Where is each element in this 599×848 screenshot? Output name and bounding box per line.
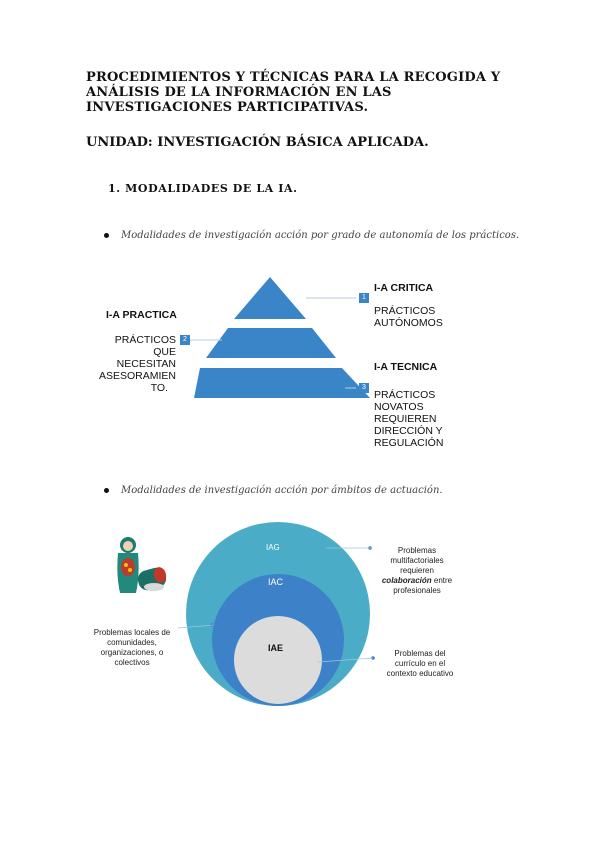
- note-line: Problemas: [397, 546, 437, 555]
- iac-note: [82, 628, 182, 668]
- practica-desc-line: NECESITAN: [116, 358, 176, 370]
- circle-iae: [234, 616, 322, 704]
- critica-desc-line: PRÁCTICOS: [374, 305, 436, 317]
- note-line: contexto educativo: [386, 669, 454, 678]
- critica-desc-line: AUTÓNOMOS: [374, 317, 443, 329]
- practica-title: I-A PRACTICA: [106, 309, 177, 321]
- note-line: comunidades,: [107, 638, 157, 647]
- note-text: entre: [431, 576, 453, 585]
- practica-desc-line: ASESORAMIEN: [98, 370, 176, 382]
- practica-desc-line: TO.: [150, 382, 168, 394]
- bullet-text: Modalidades de investigación acción por ámbitos de actuación.: [121, 485, 443, 496]
- note-line: [362, 576, 472, 586]
- tecnica-title: I-A TECNICA: [374, 361, 438, 373]
- label-iae: IAE: [268, 643, 284, 653]
- tecnica-desc-line: PRÁCTICOS: [374, 389, 436, 401]
- number-badge-1: 1: [359, 293, 369, 303]
- number-badge-2: 2: [180, 335, 190, 345]
- note-line: currículo en el: [394, 659, 446, 668]
- label-iag: IAG: [266, 543, 280, 552]
- section-heading: 1. MODALIDADES DE LA IA.: [108, 182, 298, 195]
- label-iac: IAC: [268, 577, 284, 587]
- practica-desc-line: PRÁCTICOS: [114, 334, 176, 346]
- note-line: requieren: [400, 566, 434, 575]
- note-line: colectivos: [114, 658, 150, 667]
- note-emphasis: colaboración: [381, 576, 432, 585]
- bullet-text: Modalidades de investigación acción por grado de autonomía de los prácticos.: [121, 230, 520, 241]
- iag-note: [362, 546, 472, 596]
- practica-desc-line: QUE: [153, 346, 176, 358]
- critica-title: I-A CRITICA: [374, 282, 434, 294]
- note-line: multifactoriales: [390, 556, 444, 565]
- tecnica-desc-line: NOVATOS: [374, 401, 424, 413]
- tecnica-desc-line: REGULACIÓN: [374, 437, 444, 449]
- unit-heading: UNIDAD: INVESTIGACIÓN BÁSICA APLICADA.: [86, 135, 429, 150]
- tecnica-desc-line: REQUIEREN: [374, 413, 437, 425]
- tecnica-desc-line: DIRECCIÓN Y: [374, 425, 443, 437]
- number-badge-3: 3: [359, 383, 369, 393]
- note-line: Problemas locales de: [93, 628, 171, 637]
- note-line: profesionales: [393, 586, 441, 595]
- iae-note: [368, 649, 472, 679]
- document-title: PROCEDIMIENTOS Y TÉCNICAS PARA LA RECOGIDA Y ANÁLISIS DE LA INFORMACIÓN EN LAS INVESTIGACIONES PARTICIPATIVAS.: [86, 70, 501, 115]
- note-line: Problemas del: [394, 649, 446, 658]
- note-line: organizaciones, o: [100, 648, 164, 657]
